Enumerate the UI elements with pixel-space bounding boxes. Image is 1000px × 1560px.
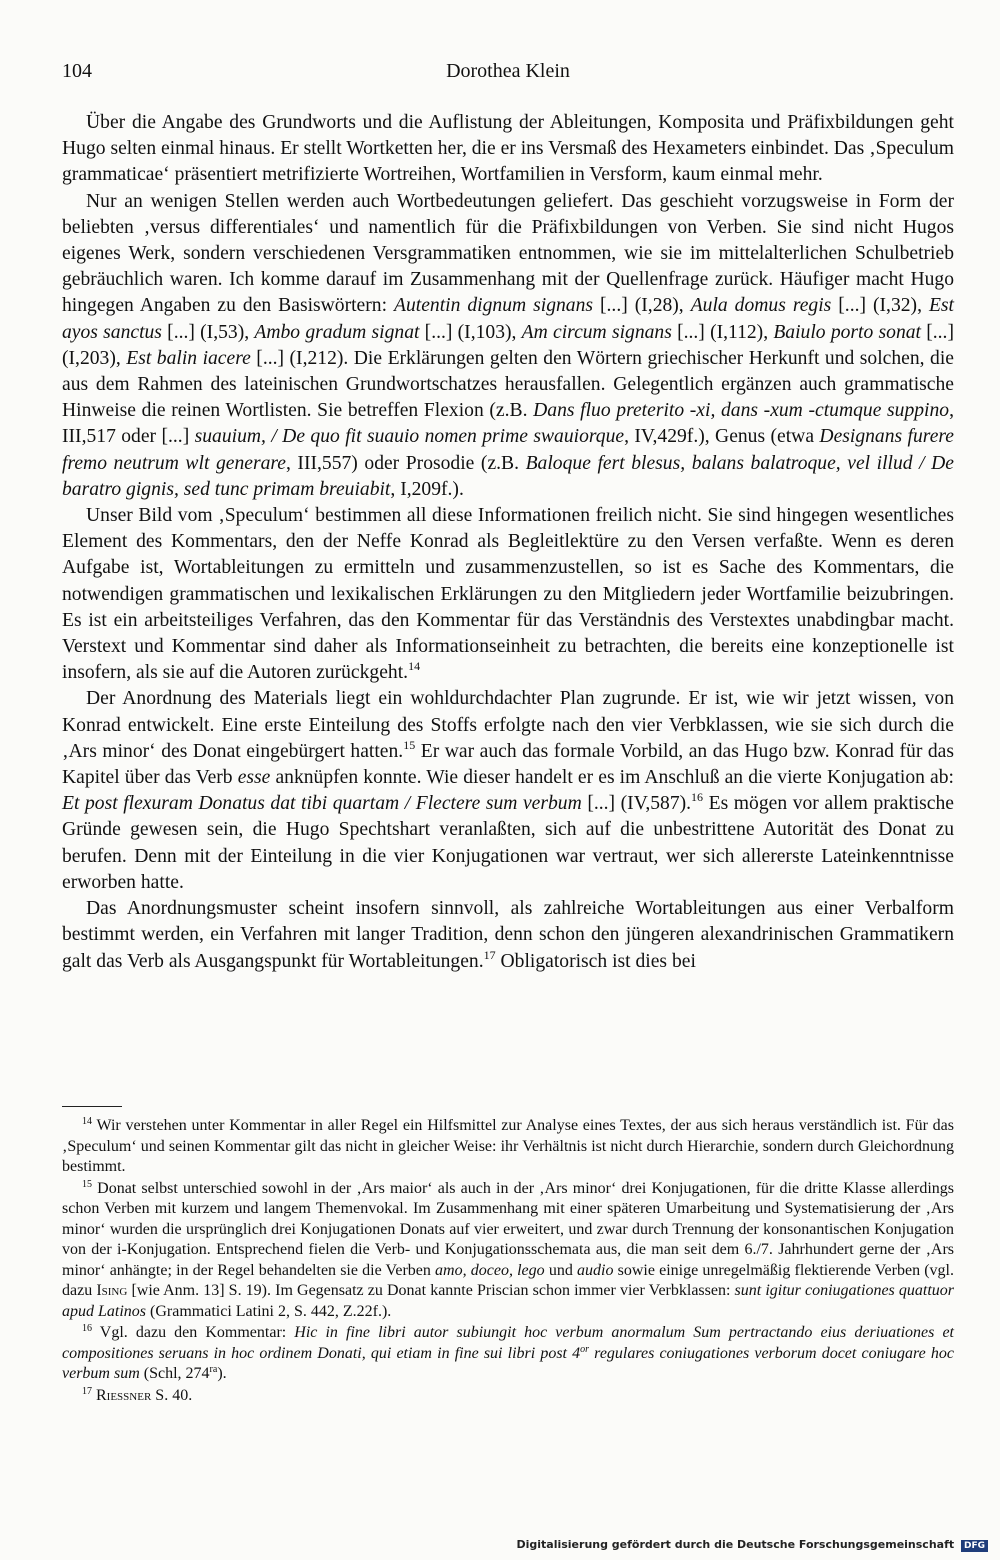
text-run: Unser Bild vom ‚Speculum‘ bestimmen all diese Informationen freilich nicht. Sie sind hingegen wesentliches Element des Kommentars, den der Neffe Konrad als Begleitlektüre zu den Versen verfaßte. Wenn es deren Aufgabe ist, Wortableitungen zu ermitteln und zusammenzustellen, so ist es Sache des Kommentars, die notwendigen grammatischen und lexikalischen Erklärungen zu den Mitgliedern jeder Wortfamilie beizubringen. Es ist ein arbeitsteiliges Verfahren, das den Kommentar für das Verständnis des Verstextes unabdingbar macht. Verstext und Kommentar sind daher als Informationseinheit zu betrachten, die bereits eine konzeptionelle ist insofern, als sie auf die Autoren zurückgeht.	[62, 505, 954, 684]
paragraph	[62, 503, 954, 686]
text-run: Aula domus regis	[690, 295, 832, 317]
text-run: Vgl. dazu den Kommentar:	[92, 1324, 295, 1341]
text-run: , I,209f.).	[390, 478, 464, 500]
page-header	[62, 60, 954, 90]
text-run: (Schl, 274	[139, 1365, 210, 1382]
footnote-marker: 14	[408, 659, 421, 674]
text-run: Das Anordnungsmuster scheint insofern sinnvoll, als zahlreiche Wortableitungen aus einer Verbalform bestimmt werden, ein Verfahren mit langer Tradition, denn schon den jüngeren alexandrinischen Grammatikern galt das Verb als Ausgangspunkt für Wortableitungen.	[62, 898, 954, 972]
text-run: [...] (IV,587).	[581, 793, 692, 815]
text-run: , III,557) oder Prosodie (z.B.	[285, 452, 526, 474]
text-run: , IV,429f.), Genus (etwa	[624, 426, 820, 448]
text-run: [...] (I,53),	[161, 321, 255, 343]
running-head: Dorothea Klein	[446, 60, 570, 82]
text-run: Über die Angabe des Grundworts und die Auflistung der Ableitungen, Komposita und Präfixbildungen geht Hugo selten einmal hinaus. Er stellt Wortketten her, die er ins Versmaß des Hexameters einbindet. Das ‚Speculum grammaticae‘ präsentiert metrifizierte Wortreihen, Wortfamilien in Versform, kaum einmal mehr.	[62, 112, 955, 186]
digitization-credit	[516, 1538, 988, 1552]
page-number: 104	[62, 60, 92, 82]
text-run: Dans fluo preterito -xi, dans -xum -ctumque suppino	[533, 400, 950, 422]
text-run: esse	[237, 767, 271, 789]
text-run: (Grammatici Latini 2, S. 442, Z.22f.).	[146, 1302, 392, 1320]
text-run: Baloque fert blesus, balans balatroque, vel illud / De baratro gignis, sed tunc primam breuiabit	[62, 452, 955, 500]
main-text	[62, 110, 954, 975]
text-run: [...] (I,28),	[593, 295, 691, 317]
text-run: [...] (I,112),	[671, 321, 774, 343]
text-run: Nur an wenigen Stellen werden auch Wortbedeutungen geliefert. Das geschieht vorzugsweise in Form der beliebten ‚versus differentiales‘ und namentlich für die Präfixbildungen von Verben. Sie sind nicht Hugos eigenes Werk, sondern verschiedenen Versgrammatiken entnommen, wie sie im mittelalterlichen Schulbetrieb gebräuchlich waren. Ich komme darauf im Zusammenhang mit der Quellenfrage zurück. Häufiger macht Hugo hingegen Angaben zu den Basiswörtern:	[62, 190, 954, 317]
text-run: Ising	[96, 1282, 128, 1299]
footnote-14	[62, 1116, 954, 1178]
paragraph	[62, 189, 954, 503]
text-run: Baiulo porto sonat	[773, 321, 921, 343]
text-run: Est ayos sanctus	[62, 295, 954, 343]
footnote-marker: 15	[82, 1178, 92, 1190]
text-run: Designans furere fremo neutrum wlt generare	[62, 426, 954, 474]
text-run: Obligatorisch ist dies bei	[495, 950, 696, 972]
text-run: [wie Anm. 13] S. 19). Im Gegensatz zu Donat kannte Priscian schon immer vier Verbklassen:	[127, 1282, 735, 1299]
dfg-logo: DFG	[961, 1540, 988, 1552]
footnote-15	[62, 1179, 954, 1323]
text-run: [...] (I,103),	[419, 321, 522, 343]
text-run: Hic in fine libri autor subiungit hoc verbum anormalum Sum pertractando eius deriuationes et compositiones seruans in hoc ordinem Donati, qui etiam in fine sui libri post 4	[62, 1324, 954, 1362]
text-run: Autentin dignum signans	[394, 295, 594, 317]
footnote-marker: 17	[483, 947, 496, 962]
footnote-marker: or	[580, 1343, 590, 1355]
footnote-17	[62, 1386, 954, 1407]
text-run: sowie einige unregelmäßig flektierende Verben (vgl. dazu	[62, 1261, 955, 1299]
footnote-marker: 17	[82, 1385, 92, 1397]
text-run: audio	[577, 1261, 614, 1279]
text-run: ).	[217, 1365, 227, 1382]
footnote-rule	[62, 1106, 122, 1107]
paragraph	[62, 686, 954, 896]
text-run: Am circum signans	[521, 321, 672, 343]
footnote-marker: 16	[691, 790, 704, 805]
footnotes	[62, 1116, 954, 1407]
footnote-marker: 14	[82, 1116, 92, 1127]
footnote-marker: ra	[209, 1364, 218, 1375]
text-run: [...] (I,32),	[831, 295, 929, 317]
footnote-marker: 16	[82, 1323, 92, 1334]
text-run: Wir verstehen unter Kommentar in aller Regel ein Hilfsmittel zur Analyse eines Textes, der aus sich heraus verständlich ist. Für das ‚Speculum‘ und seinen Kommentar gilt das nicht in gleicher Weise: ihr Verhältnis ist nicht durch Hierarchie, sondern durch Gleichordnung bestimmt.	[62, 1117, 954, 1175]
footnote-marker: 15	[403, 737, 416, 752]
text-run: Donat selbst unterschied sowohl in der ‚Ars maior‘ als auch in der ‚Ars minor‘ drei Konjugationen, für die dritte Klasse allerdings schon Verben mit kurzem und langem Themenvokal. Im Zusammenhang mit einer späteren Umarbeitung und Systematisierung der ‚Ars minor‘ wurden die ursprünglich drei Konjugationen Donats auf vier erweitert, und zwar durch Trennung der konsonantischen Konjugation von der i-Konjugation. Entsprechend fielen die Verb- und Konjugationsschemata aus, die man seit dem 6./7. Jahrhundert gerne der ‚Ars minor‘ anhängte; in der Regel behandelten sie die Verben	[62, 1179, 954, 1279]
footnote-16	[62, 1323, 954, 1385]
text-run: Der Anordnung des Materials liegt ein wohldurchdachter Plan zugrunde. Er ist, wie wir jetzt wissen, von Konrad entwickelt. Eine erste Einteilung des Stoffs erfolgte nach den vier Verbklassen, wie sie sich durch die ‚Ars minor‘ des Donat eingebürgert hatten.	[62, 688, 954, 762]
text-run: Est balin iacere	[126, 347, 251, 369]
text-run: Et post flexuram Donatus dat tibi quartam / Flectere sum verbum	[62, 793, 582, 815]
text-run: Ambo gradum signat	[254, 321, 420, 343]
text-run: S. 40.	[151, 1386, 193, 1404]
text-run: suauium, / De quo fit suauio nomen prime swauiorque	[194, 426, 625, 448]
text-run: und	[544, 1261, 577, 1279]
text-run: Riessner	[96, 1386, 152, 1404]
text-run: regulares coniugationes verborum docet coniugare hoc verbum sum	[62, 1344, 954, 1382]
text-run: anknüpfen konnte. Wie dieser handelt er es im Anschluß an die vierte Konjugation ab:	[270, 767, 954, 789]
text-run: sunt igitur coniugationes quattuor apud Latinos	[62, 1282, 955, 1320]
text-run: , III,517 oder [...]	[62, 400, 954, 448]
text-run: amo, doceo, lego	[435, 1261, 545, 1279]
paragraph	[62, 110, 954, 189]
credit-text: Digitalisierung gefördert durch die Deutsche Forschungsgemeinschaft	[516, 1538, 955, 1551]
text-run: [...] (I,203),	[62, 321, 954, 369]
text-run: Es mögen vor allem praktische Gründe gewesen sein, die Hugo Spechtshart veranlaßten, sich auf die unbestrittene Autorität des Donat zu berufen. Denn mit der Einteilung in die vier Konjugationen war vertraut, wer sich allererste Lateinkenntnisse erworben hatte.	[62, 793, 954, 893]
text-run: Er war auch das formale Vorbild, an das Hugo bzw. Konrad für das Kapitel über das Verb	[62, 740, 954, 789]
paragraph	[62, 896, 954, 975]
text-run: [...] (I,212). Die Erklärungen gelten den Wörtern griechischer Herkunft und solchen, die aus dem Rahmen des lateinischen Grundwortschatzes herausfallen. Gelegentlich ergänzen auch grammatische Hinweise die reinen Wortlisten. Sie betreffen Flexion (z.B.	[62, 347, 954, 422]
